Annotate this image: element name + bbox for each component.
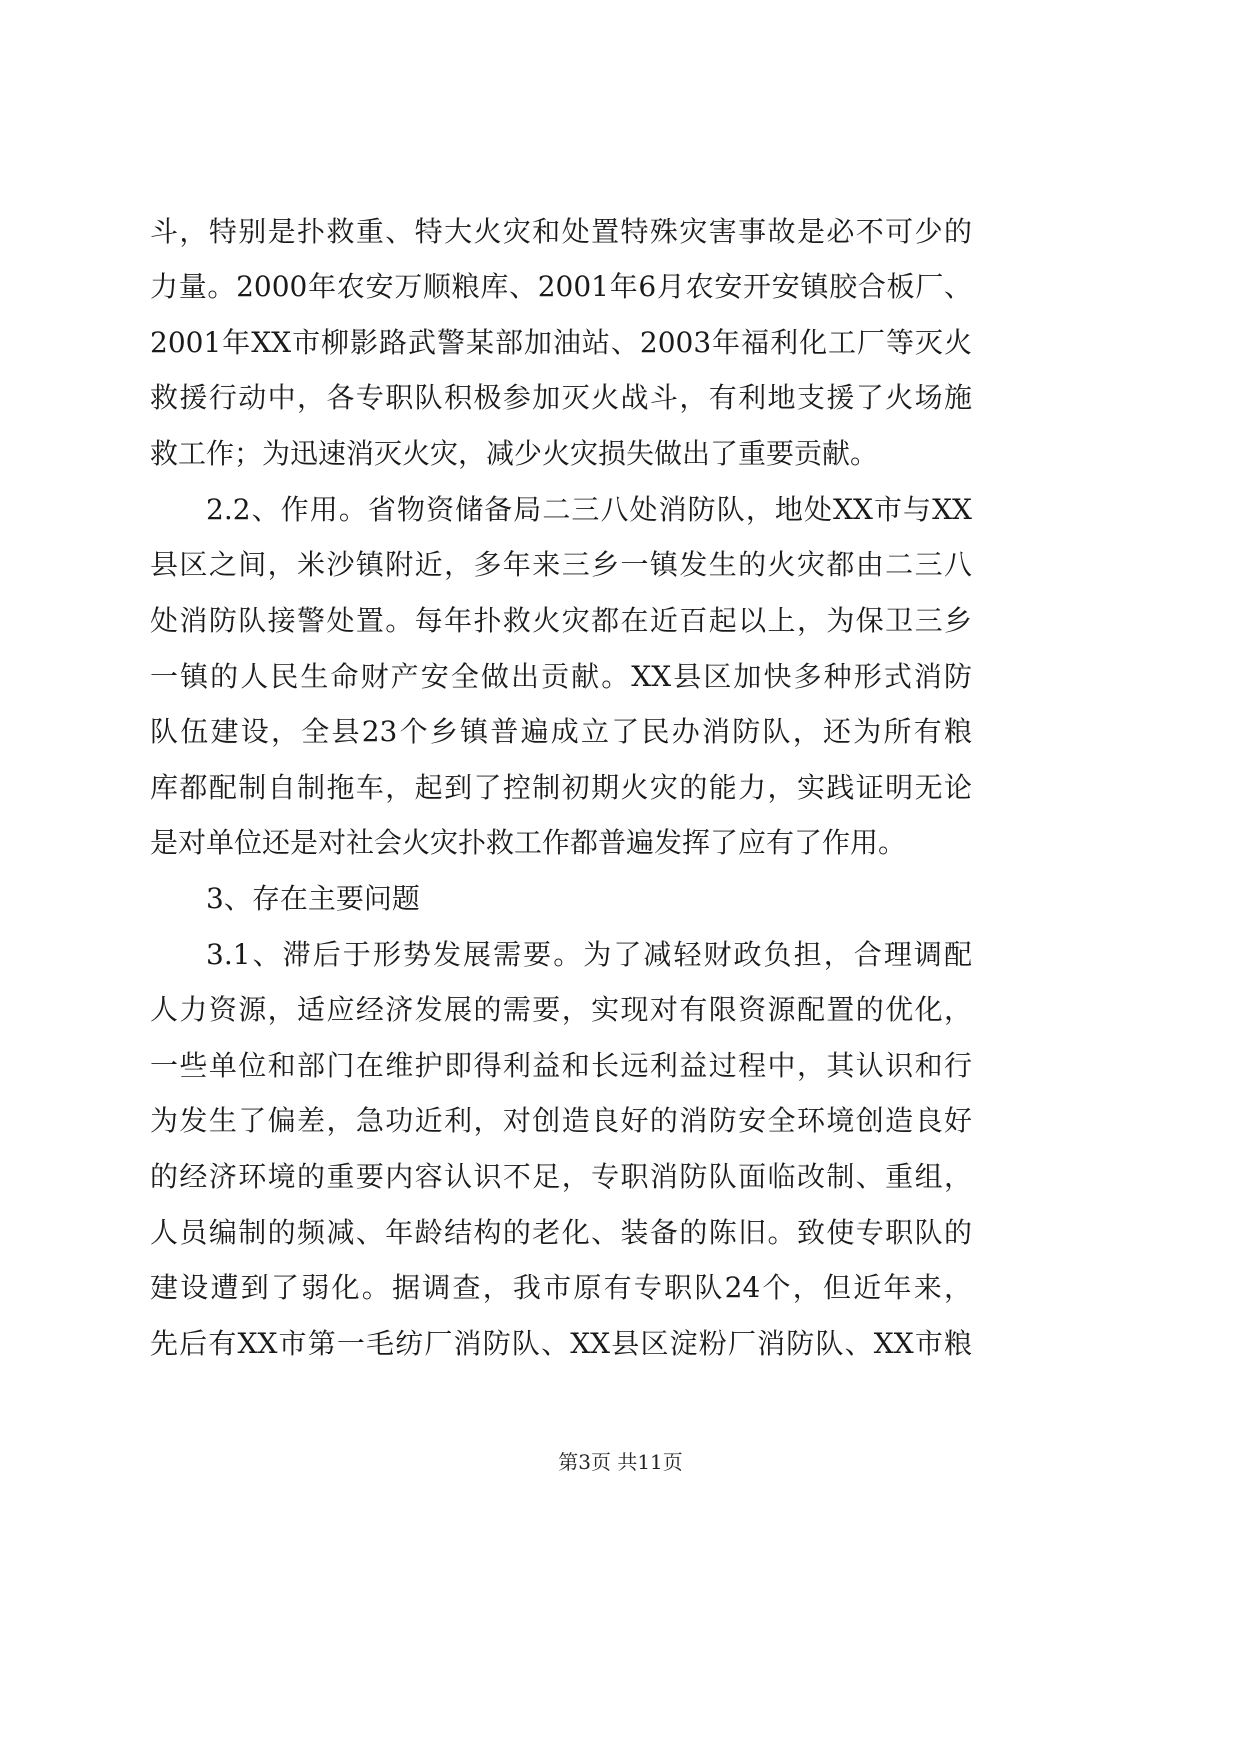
body-line: 3.1、滞后于形势发展需要。为了减轻财政负担，合理调配: [206, 938, 972, 971]
body-line: 建设遭到了弱化。据调查，我市原有专职队24个，但近年来，: [150, 1271, 972, 1304]
section-heading: 3、存在主要问题: [206, 882, 420, 915]
body-line: 库都配制自制拖车，起到了控制初期火灾的能力，实践证明无论: [150, 771, 972, 804]
body-line: 为发生了偏差，急功近利，对创造良好的消防安全环境创造良好: [150, 1104, 972, 1137]
body-line: 力量。2000年农安万顺粮库、2001年6月农安开安镇胶合板厂、: [150, 270, 972, 303]
body-line: 救援行动中，各专职队积极参加灭火战斗，有利地支援了火场施: [150, 381, 972, 414]
body-line: 2001年XX市柳影路武警某部加油站、2003年福利化工厂等灭火: [150, 326, 972, 359]
body-line: 的经济环境的重要内容认识不足，专职消防队面临改制、重组，: [150, 1160, 972, 1193]
body-line: 斗，特别是扑救重、特大火灾和处置特殊灾害事故是必不可少的: [150, 215, 972, 248]
body-line: 一些单位和部门在维护即得利益和长远利益过程中，其认识和行: [150, 1049, 972, 1082]
body-line: 处消防队接警处置。每年扑救火灾都在近百起以上，为保卫三乡: [150, 604, 972, 637]
body-line: 县区之间，米沙镇附近，多年来三乡一镇发生的火灾都由二三八: [150, 548, 972, 581]
body-line: 是对单位还是对社会火灾扑救工作都普遍发挥了应有了作用。: [150, 826, 907, 859]
body-line: 救工作；为迅速消灭火灾，减少火灾损失做出了重要贡献。: [150, 437, 879, 470]
body-line: 人员编制的频减、年龄结构的老化、装备的陈旧。致使专职队的: [150, 1216, 972, 1249]
page-footer: 第3页 共11页: [558, 1450, 683, 1474]
body-line: 人力资源，适应经济发展的需要，实现对有限资源配置的优化，: [150, 993, 972, 1026]
body-line: 队伍建设，全县23个乡镇普遍成立了民办消防队，还为所有粮: [150, 715, 972, 748]
body-line: 2.2、作用。省物资储备局二三八处消防队，地处XX市与XX: [206, 493, 972, 526]
body-line: 一镇的人民生命财产安全做出贡献。XX县区加快多种形式消防: [150, 660, 972, 693]
body-line: 先后有XX市第一毛纺厂消防队、XX县区淀粉厂消防队、XX市粮: [150, 1327, 972, 1360]
